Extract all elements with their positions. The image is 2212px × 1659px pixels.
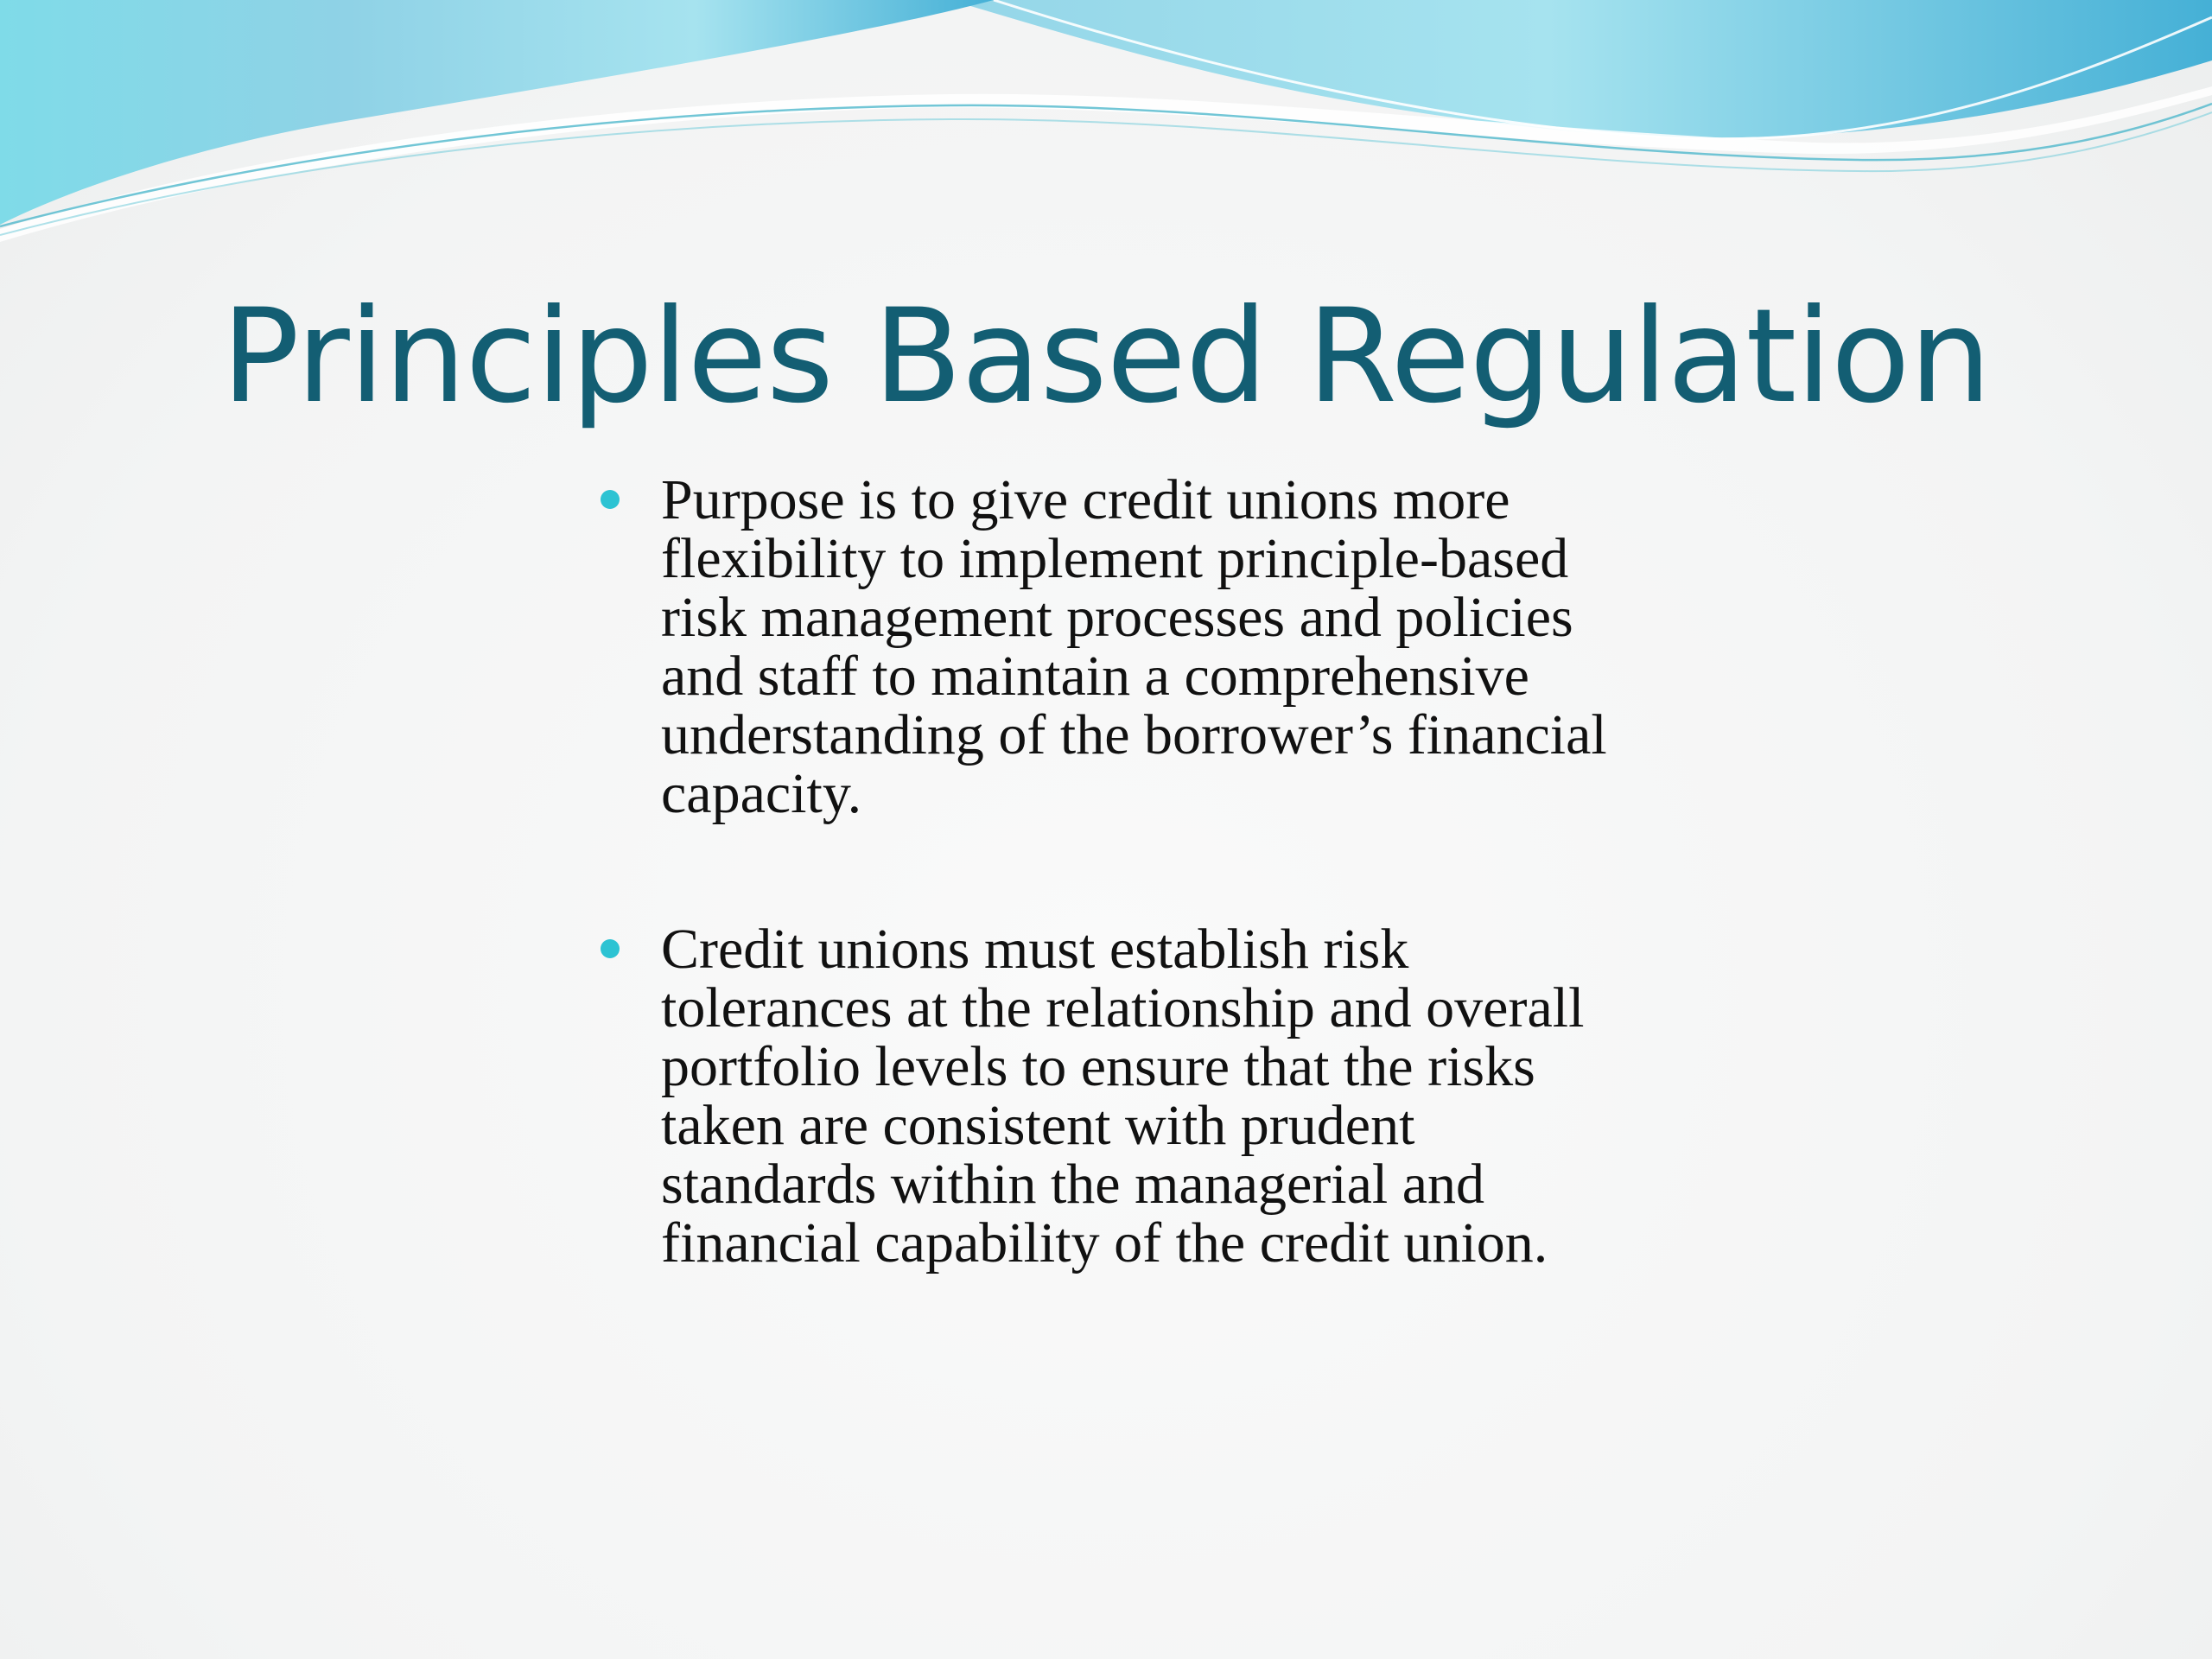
bullet-dot-icon — [601, 939, 620, 958]
bullet-text: Purpose is to give credit unions more flexibility to implement principle-based risk management processes and policies and staff to maintain a comprehensive understanding of the borrower’s financial capacity. — [661, 468, 1607, 825]
slide-title: Principles Based Regulation — [221, 282, 1991, 432]
bullet-item — [596, 920, 1633, 1273]
wave-thin-line-2 — [0, 112, 2212, 235]
bullet-item — [596, 468, 1633, 825]
bullet-dot-icon — [601, 490, 620, 509]
bullet-text: Credit unions must establish risk tolerances at the relationship and overall portfolio levels to ensure that the risks taken are consistent with prudent standards within the managerial and financial capability of the credit union. — [661, 918, 1585, 1274]
header-wave-decoration — [0, 0, 2212, 259]
bullet-list — [596, 468, 1633, 1274]
